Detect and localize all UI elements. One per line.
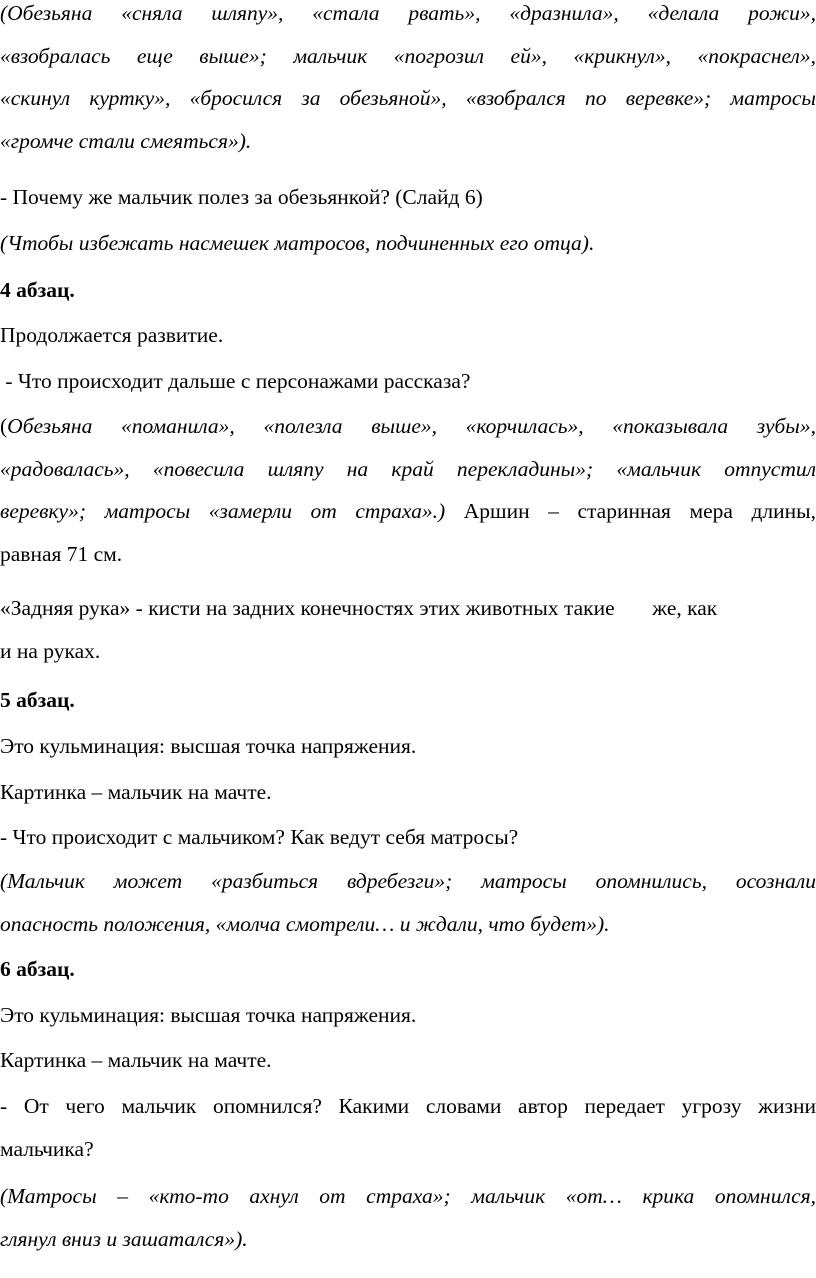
text-line: «Задняя рука» - кисти на задних конечностях этих животных такие же, как	[0, 596, 718, 620]
text-picture-6: Картинка – мальчик на мачте.	[0, 1048, 272, 1072]
heading-paragraph-5: 5 абзац.	[0, 688, 75, 712]
answer-why-climb: (Чтобы избежать насмешек матросов, подчиненных его отца).	[0, 231, 595, 255]
answer-boy-danger	[0, 860, 816, 945]
question-why-climb: - Почему же мальчик полез за обезьянкой? (Слайд 6)	[0, 185, 483, 209]
text-line: глянул вниз и зашатался»).	[0, 1226, 248, 1251]
text-line: «взобралась еще выше»; мальчик «погрозил ей», «крикнул», «покраснел»,	[0, 43, 816, 68]
question-what-happens-next: - Что происходит дальше с персонажами рассказа?	[0, 369, 471, 393]
text-line: (Обезьяна «сняла шляпу», «стала рвать», «дразнила», «делала рожи»,	[0, 1, 816, 25]
text-line: - От чего мальчик опомнился? Какими словами автор передает угрозу жизни	[0, 1094, 816, 1118]
text-line: «скинул куртку», «бросился за обезьяной», «взобрался по веревке»; матросы	[0, 86, 816, 110]
text-climax-5: Это кульминация: высшая точка напряжения.	[0, 734, 417, 758]
heading-paragraph-6: 6 абзац.	[0, 957, 75, 981]
text-line: равная 71 см.	[0, 541, 123, 566]
question-what-woke-boy	[0, 1085, 816, 1170]
text-development-continues: Продолжается развитие.	[0, 323, 224, 347]
text-climax-6: Это кульминация: высшая точка напряжения.	[0, 1003, 417, 1027]
text-line: «радовалась», «повесила шляпу на край перекладины»; «мальчик отпустил	[0, 456, 816, 481]
text-line: (Матросы – «кто-то ахнул от страха»; мальчик «от… крика опомнился,	[0, 1184, 816, 1208]
italic-text: Обезьяна «поманила», «полезла выше», «корчилась», «показывала зубы»,	[7, 414, 816, 438]
paragraph-monkey-actions	[0, 0, 816, 162]
text-line: опасность положения, «молча смотрели… и ждали, что будет»).	[0, 911, 610, 936]
question-what-happens-boy: - Что происходит с мальчиком? Как ведут себя матросы?	[0, 825, 519, 849]
answer-sailors-gasped	[0, 1175, 816, 1260]
heading-paragraph-4: 4 абзац.	[0, 278, 75, 302]
paragraph-monkey-beckoned	[0, 405, 816, 575]
text-line	[0, 405, 816, 448]
arshin-definition: Аршин – старинная мера длины,	[445, 499, 816, 523]
text-line: «громче стали смеяться»).	[0, 128, 252, 153]
text-line: и на руках.	[0, 638, 101, 663]
italic-text: веревку»; матросы «замерли от страха».)	[0, 499, 446, 523]
open-paren: (	[0, 414, 8, 438]
text-line	[0, 490, 816, 533]
text-line: мальчика?	[0, 1136, 94, 1161]
note-back-hand	[0, 587, 816, 672]
text-line: (Мальчик может «разбиться вдребезги»; матросы опомнились, осознали	[0, 869, 816, 893]
text-picture-5: Картинка – мальчик на мачте.	[0, 780, 272, 804]
